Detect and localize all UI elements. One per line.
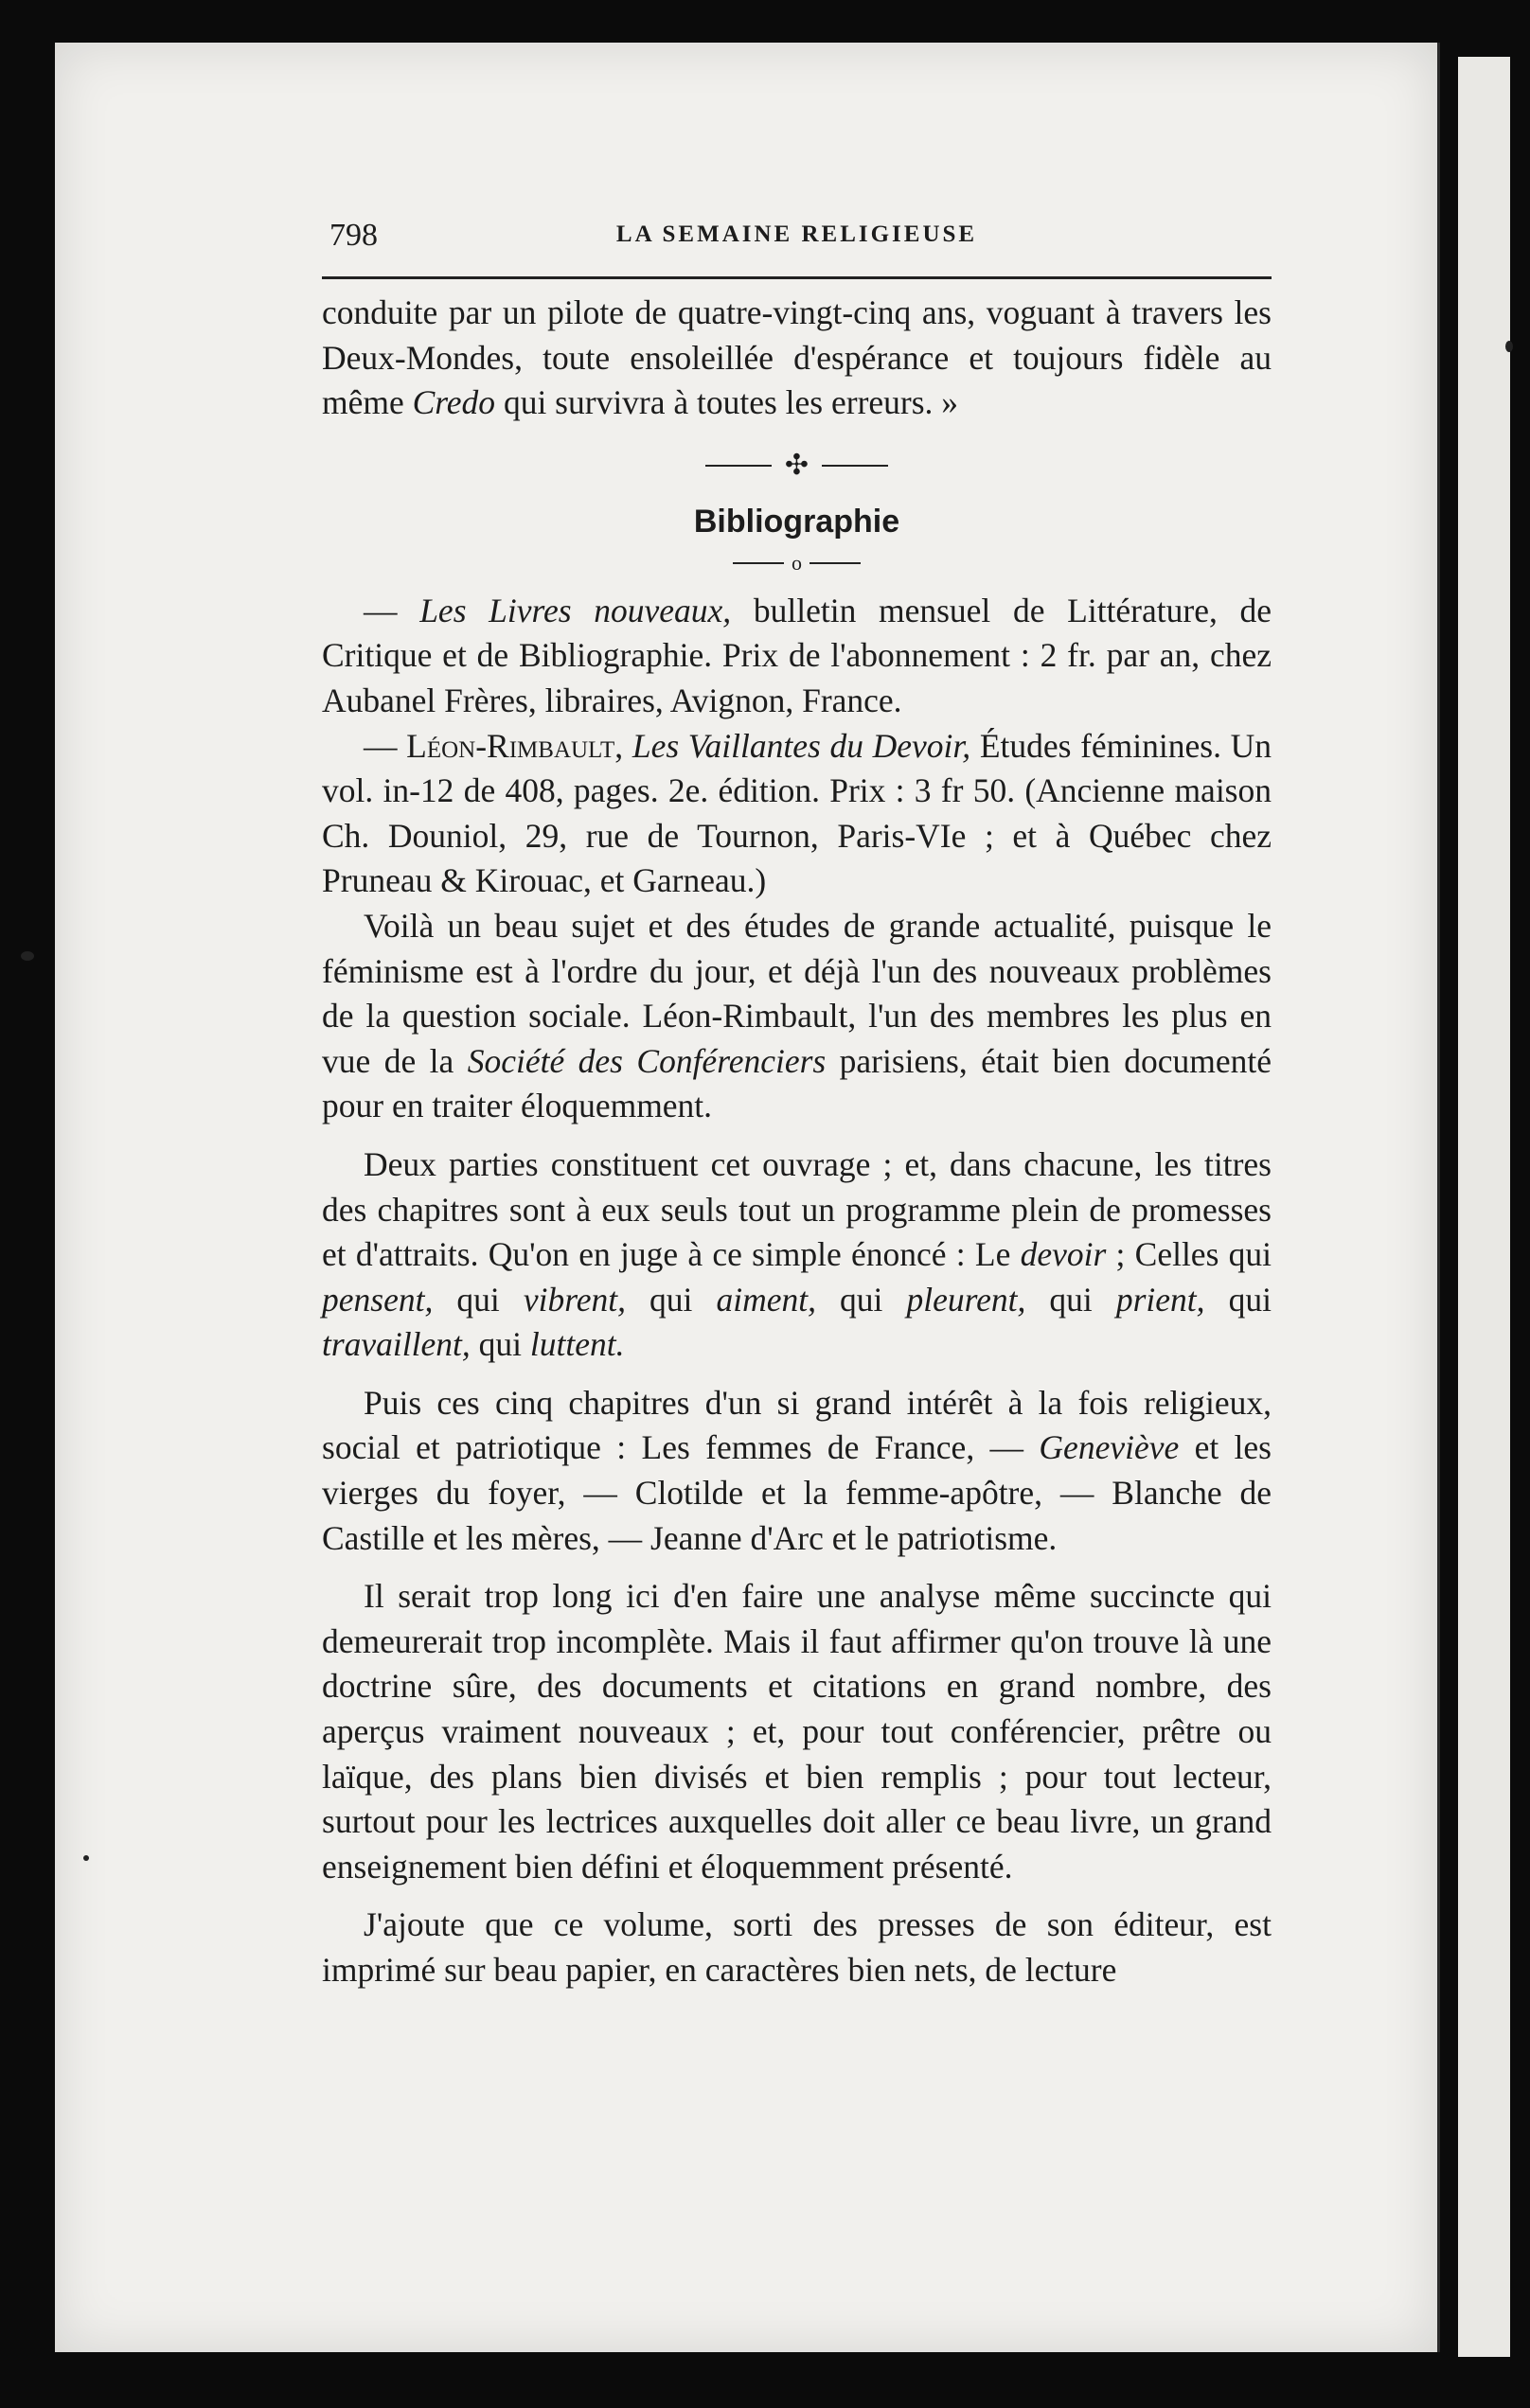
opening-paragraph: conduite par un pilote de quatre-vingt-cinq ans, voguant à travers les Deux-Mondes, toute ensoleillée d'espérance et toujours fidèle au même Credo qui survivra à toutes les erreurs. » [322,293,1272,422]
review-paragraph: J'ajoute que ce volume, sorti des presses de son éditeur, est imprimé sur beau papier, en caractères bien nets, de lecture [322,1905,1272,1989]
section-title: Bibliographie [693,503,900,540]
running-head [322,218,1272,279]
adjacent-page-edge [1458,57,1510,2357]
title-ornament [322,551,1272,575]
page-text [322,218,1272,1993]
bibliography-entry: — Léon-Rimbault, Les Vaillantes du Devoir, Études féminines. Un vol. in-12 de 408, pages. 2e. édition. Prix : 3 fr 50. (Ancienne maison Ch. Douniol, 29, rue de Tournon, Paris-VIe ; et à Québec chez Pruneau & Kirouac, et Garneau.) [322,726,1272,900]
author-name: Léon-Rimbault, [406,726,624,765]
ornament-rule [822,465,888,467]
ornament-rule [705,465,772,467]
speck [1505,341,1513,352]
ornament-rule [733,562,784,564]
speck [21,951,34,961]
page-number: 798 [329,218,378,253]
review-paragraph: Puis ces cinq chapitres d'un si grand intérêt à la fois religieux, social et patriotique : Les femmes de France, — Geneviève et les vierges du foyer, — Clotilde et la femme-apôtre, — Blanche de Castille et les mères, — Jeanne d'Arc et le patriotisme. [322,1383,1272,1557]
review-paragraph: Il serait trop long ici d'en faire une analyse même succincte qui demeurerait trop incomplète. Mais il faut affirmer qu'on trouve là une doctrine sûre, des documents et citations en grand nombre, des aperçus vraiment nouveaux ; et, pour tout conférencier, prêtre ou laïque, des plans bien divisés et bien remplis ; pour tout lecteur, surtout pour les lectrices auxquelles doit aller ce beau livre, un grand enseignement bien défini et éloquemment présenté. [322,1577,1272,1886]
review-paragraph: Deux parties constituent cet ouvrage ; et, dans chacune, les titres des chapitres sont à eux seuls tout un programme plein de promesses et d'attraits. Qu'on en juge à ce simple énoncé : Le devoir ; Celles qui pensent, qui vibrent, qui aiment, qui pleurent, qui prient, qui travaillent, qui luttent. [322,1144,1272,1364]
ornament-rule [809,562,861,564]
bibliography-entry: — Les Livres nouveaux, bulletin mensuel de Littérature, de Critique et de Bibliographie. Prix de l'abonnement : 2 fr. par an, chez Aubanel Frères, libraires, Avignon, France. [322,591,1272,719]
ornament-o: o [792,550,802,575]
running-title: LA SEMAINE RELIGIEUSE [615,221,978,247]
review-paragraph: Voilà un beau sujet et des études de grande actualité, puisque le féminisme est à l'ordre du jour, et déjà l'un des nouveaux problèmes de la question sociale. Léon-Rimbault, l'un des membres les plus en vue de la Société des Conférenciers parisiens, était bien documenté pour en traiter éloquemment. [322,906,1272,1125]
ornament-star: ✣ [784,450,809,482]
speck [83,1855,89,1861]
section-ornament [322,447,1272,485]
